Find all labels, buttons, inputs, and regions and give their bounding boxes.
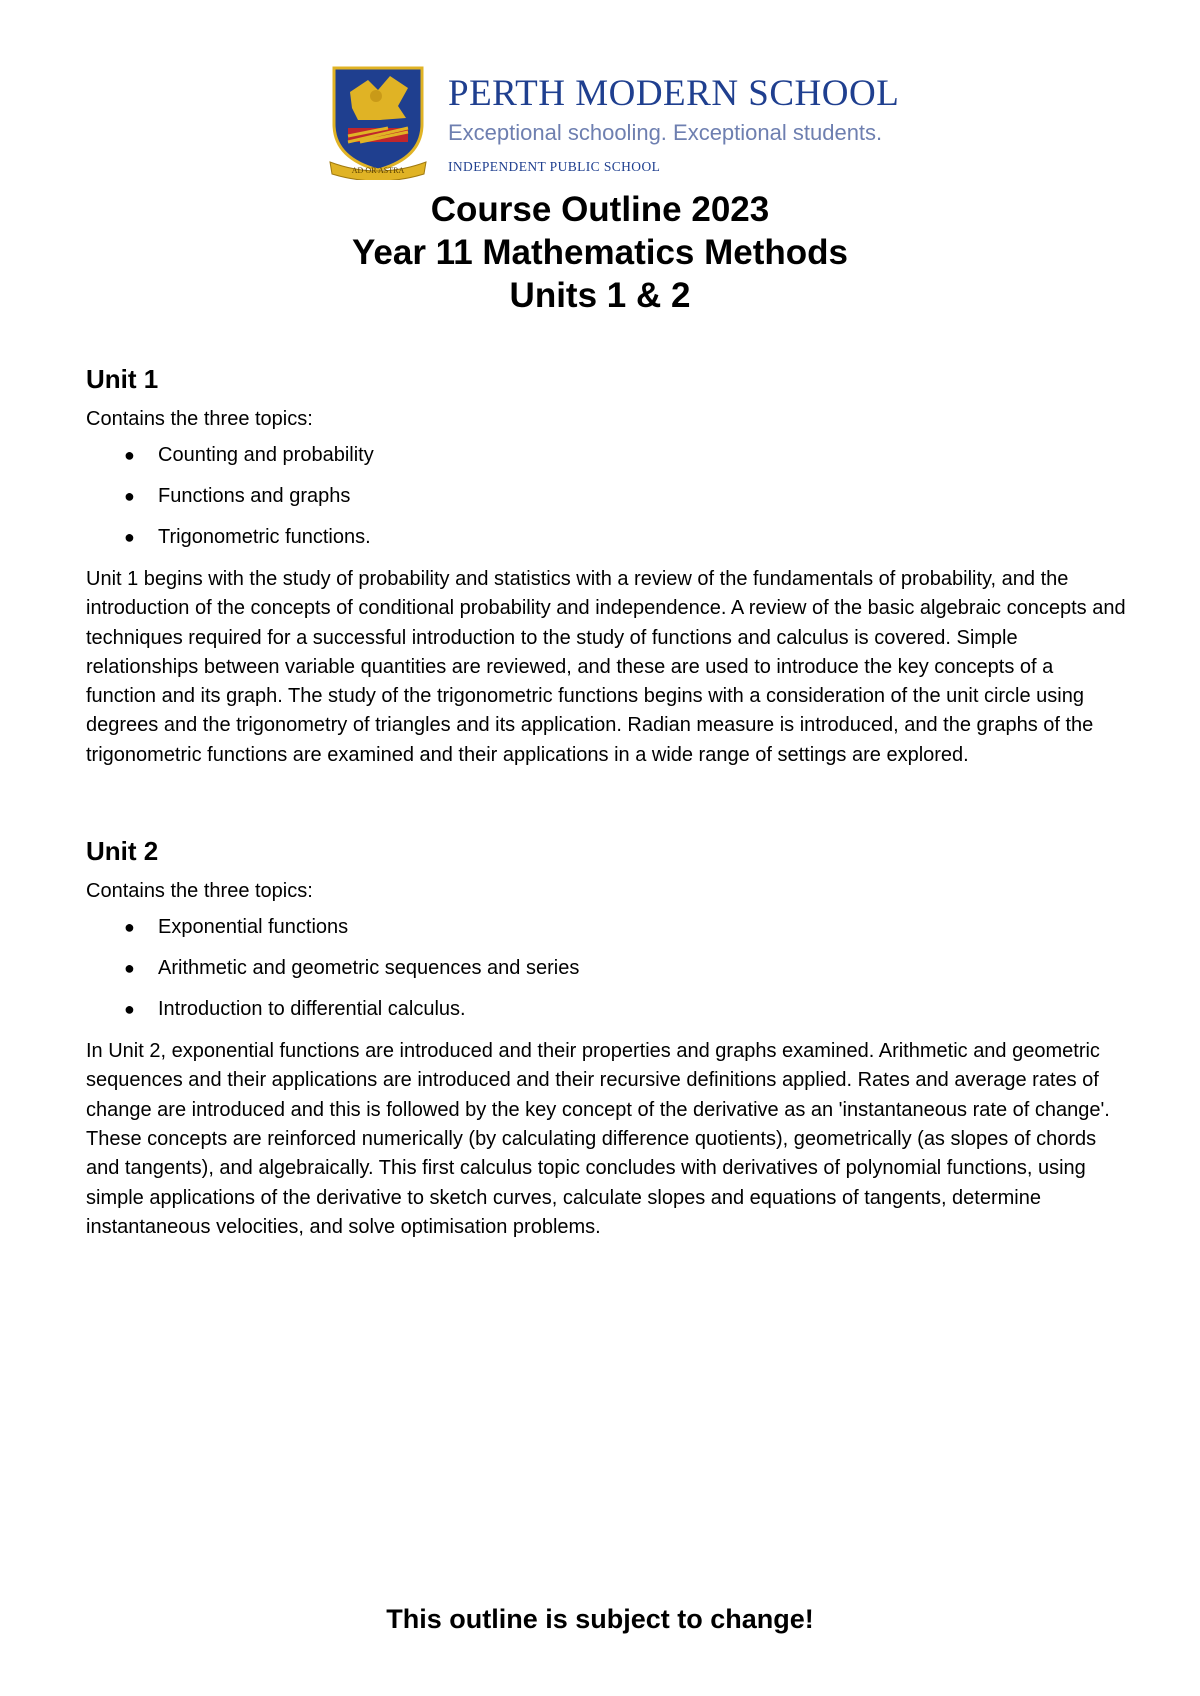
bullet-icon: ● bbox=[124, 958, 135, 979]
unit-2-section bbox=[86, 834, 1126, 1242]
list-item: ● Arithmetic and geometric sequences and series bbox=[124, 957, 580, 980]
school-name: PERTH MODERN SCHOOL bbox=[448, 73, 900, 114]
unit-2-intro: Contains the three topics: bbox=[86, 880, 313, 903]
school-crest-icon bbox=[328, 62, 428, 180]
unit-1-intro: Contains the three topics: bbox=[86, 408, 313, 430]
list-item: ● Introduction to differential calculus. bbox=[124, 998, 466, 1021]
title-line-2: Year 11 Mathematics Methods bbox=[351, 233, 849, 272]
unit-1-description: Unit 1 begins with the study of probability and statistics with a review of the fundamentals of probability, and the introduction of the concepts of conditional probability and independence. A review of the basic algebraic concepts and techniques required for a successful introduction to the study of functions and calculus is covered. Simple relationships between variable quantities are reviewed, and these are used to introduce the key concepts of a function and its graph. The study of the trigonometric functions begins with a consideration of the unit circle using degrees and the trigonometry of triangles and its application. Radian measure is introduced, and the graphs of the trigonometric functions are examined and their applications in a wide range of settings are explored. bbox=[86, 568, 1126, 766]
unit-1-topic-list bbox=[86, 442, 1126, 550]
list-item: ● Counting and probability bbox=[124, 444, 374, 466]
bullet-icon: ● bbox=[124, 486, 135, 506]
unit-2-topic-list bbox=[86, 914, 1126, 1022]
svg-text:AD OR ASTRA: AD OR ASTRA bbox=[351, 166, 405, 175]
course-content bbox=[86, 362, 1126, 1242]
list-item: ● Functions and graphs bbox=[124, 485, 351, 507]
list-item: ● Trigonometric functions. bbox=[124, 526, 371, 548]
bullet-icon: ● bbox=[124, 527, 135, 547]
school-tagline: Exceptional schooling. Exceptional students. bbox=[448, 120, 883, 145]
title-line-1: Course Outline 2023 bbox=[430, 190, 770, 229]
list-item: ● Exponential functions bbox=[124, 916, 349, 939]
document-title bbox=[0, 188, 1200, 317]
school-logo bbox=[328, 62, 900, 182]
unit-2-heading: Unit 2 bbox=[86, 836, 159, 867]
unit-2-description: In Unit 2, exponential functions are introduced and their properties and graphs examined. Arithmetic and geometric sequences and their applications are introduced and their recursive definitions applied. Rates and average rates of change are introduced and this is followed by the key concept of the derivative as an 'instantaneous rate of change'. These concepts are reinforced numerically (by calculating difference quotients), geometrically (as slopes of chords and tangents), and algebraically. This first calculus topic concludes with derivatives of polynomial functions, using simple applications of the derivative to sketch curves, calculate slopes and equations of tangents, determine instantaneous velocities, and solve optimisation problems. bbox=[86, 1040, 1110, 1238]
bullet-icon: ● bbox=[124, 999, 135, 1020]
school-type: INDEPENDENT PUBLIC SCHOOL bbox=[448, 159, 661, 174]
bullet-icon: ● bbox=[124, 445, 135, 465]
bullet-icon: ● bbox=[124, 917, 135, 938]
change-notice: This outline is subject to change! bbox=[386, 1604, 814, 1634]
unit-1-section bbox=[86, 362, 1126, 770]
title-line-3: Units 1 & 2 bbox=[509, 276, 691, 315]
unit-1-heading: Unit 1 bbox=[86, 364, 159, 394]
